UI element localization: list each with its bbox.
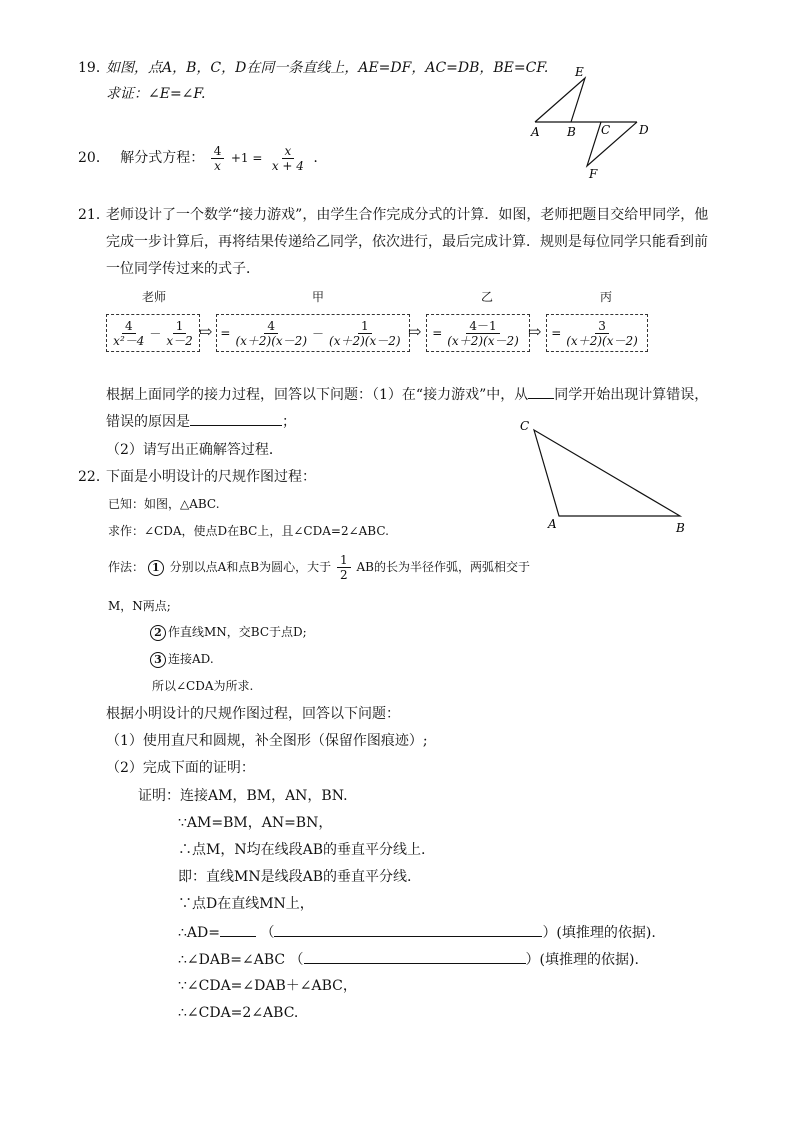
q22-proof-6-b: （ bbox=[260, 925, 275, 941]
q20-text: 解分式方程： bbox=[120, 150, 205, 166]
step1-mark: 1 bbox=[148, 560, 164, 576]
q22-step1 bbox=[108, 552, 530, 582]
q19-number: 19． bbox=[78, 60, 110, 76]
q21-ask2 bbox=[106, 411, 296, 432]
q19-label-b: B bbox=[567, 125, 576, 139]
q22-step3 bbox=[150, 649, 214, 669]
q19-label-d: D bbox=[639, 123, 649, 137]
q21-line3: 一位同学传过来的式子． bbox=[106, 261, 260, 277]
q21-blank-reason[interactable] bbox=[190, 411, 282, 426]
q22-step1-a: 分别以点A和点B为圆心，大于 bbox=[169, 560, 332, 574]
q20-rhs-fraction bbox=[269, 144, 307, 173]
q22-label-c: C bbox=[520, 419, 530, 433]
box3-num1: 4－1 bbox=[466, 319, 499, 334]
q22-ask1: （1）使用直尺和圆规，补全图形（保留作图痕迹）; bbox=[106, 733, 428, 749]
q22-find: 求作：∠CDA，使点D在BC上，且∠CDA=2∠ABC. bbox=[108, 524, 389, 538]
q20 bbox=[78, 142, 318, 174]
q21-number: 21． bbox=[78, 207, 110, 223]
step3-mark: 3 bbox=[150, 652, 166, 668]
q21-ask3: （2）请写出正确解答过程． bbox=[106, 442, 283, 458]
half-numerator: 1 bbox=[337, 553, 351, 568]
q21-blank-student[interactable] bbox=[528, 384, 554, 399]
q22-label-b: B bbox=[676, 521, 685, 534]
q22-triangle-figure bbox=[514, 416, 694, 534]
box1-num2: 1 bbox=[173, 319, 187, 334]
q20-plus: +1 = bbox=[230, 151, 263, 165]
q22-known: 已知：如图，△ABC. bbox=[108, 497, 220, 511]
q21-header-yi: 乙 bbox=[481, 290, 494, 304]
box2-eq: = bbox=[220, 326, 231, 340]
q20-lhs-numerator: 4 bbox=[211, 144, 225, 159]
q22-proof-7 bbox=[178, 949, 639, 970]
box3-den1: (x＋2)(x－2) bbox=[447, 333, 519, 348]
q20-rhs-denominator: x + 4 bbox=[271, 158, 304, 173]
relay-box-bing bbox=[546, 314, 648, 352]
box1-op: － bbox=[149, 326, 162, 341]
q21-ask2-end: ； bbox=[282, 414, 296, 430]
q22-proof-1: 证明：连接AM，BM，AN，BN. bbox=[138, 788, 348, 804]
q22-proof-7-a: ∴∠DAB=∠ABC （ bbox=[178, 952, 304, 968]
step2-mark: 2 bbox=[150, 625, 166, 641]
q19-prove: 求证：∠E=∠F. bbox=[106, 86, 206, 102]
relay-box-teacher bbox=[106, 314, 200, 352]
box3-eq: = bbox=[432, 326, 443, 340]
q22-step1c: M，N两点; bbox=[108, 599, 171, 613]
q22-number: 22． bbox=[78, 469, 110, 485]
box4-eq: = bbox=[551, 326, 562, 340]
q22-step1-b: AB的长为半径作弧，两弧相交于 bbox=[356, 560, 530, 574]
box1-den2: x－2 bbox=[166, 333, 193, 348]
q22-step2-text: 作直线MN，交BC于点D; bbox=[168, 625, 307, 639]
q22-proof-9: ∴∠CDA=2∠ABC. bbox=[178, 1005, 299, 1021]
relay-box-jia bbox=[216, 314, 410, 352]
q22-method-label: 作法： bbox=[108, 560, 145, 574]
box2-den1: (x＋2)(x－2) bbox=[235, 333, 308, 348]
q21-header-bing: 丙 bbox=[600, 290, 613, 304]
q19-label-c: C bbox=[601, 123, 611, 137]
q22-blank-ad[interactable] bbox=[220, 922, 256, 937]
box2-op: － bbox=[312, 326, 325, 341]
box1-den1: x²－4 bbox=[113, 333, 145, 348]
relay-arrow-2: ⇨ bbox=[408, 322, 422, 341]
q22-ask: 根据小明设计的尺规作图过程，回答以下问题： bbox=[106, 706, 400, 722]
q22-proof-6-a: ∴AD= bbox=[178, 925, 220, 941]
q21-header-jia: 甲 bbox=[312, 290, 325, 304]
box4-den1: (x＋2)(x－2) bbox=[566, 333, 638, 348]
q22-step2 bbox=[150, 622, 307, 642]
q21-ask1-b: 同学开始出现计算错误， bbox=[554, 387, 709, 403]
q22-proof-3: ∴点M，N均在线段AB的垂直平分线上. bbox=[178, 842, 426, 858]
q21-header-teacher: 老师 bbox=[142, 290, 167, 304]
q21-ask2-text: 错误的原因是 bbox=[106, 414, 190, 430]
q21-ask1 bbox=[106, 384, 708, 405]
q20-number: 20． bbox=[78, 150, 110, 166]
box2-den2: (x＋2)(x－2) bbox=[329, 333, 401, 348]
q22-intro: 下面是小明设计的尺规作图过程： bbox=[106, 469, 316, 485]
q21-ask1-a: 根据上面同学的接力过程，回答以下问题：（1）在“接力游戏”中，从 bbox=[106, 387, 529, 403]
q19-label-e: E bbox=[575, 65, 584, 79]
relay-arrow-3: ⇨ bbox=[528, 322, 542, 341]
q22-label-a: A bbox=[548, 517, 557, 531]
q22-proof-6-c: ）(填推理的依据). bbox=[542, 925, 656, 941]
relay-arrow-1: ⇨ bbox=[199, 322, 213, 341]
q22-step3-text: 连接AD. bbox=[168, 652, 214, 666]
relay-box-yi bbox=[426, 314, 530, 352]
half-denominator: 2 bbox=[340, 568, 348, 582]
q20-lhs-denominator: x bbox=[214, 158, 221, 173]
q20-lhs-fraction bbox=[211, 144, 225, 173]
q19-label-a: A bbox=[531, 125, 540, 139]
q20-rhs-numerator: x bbox=[282, 144, 295, 159]
q22-proof-2: ∵AM=BM，AN=BN， bbox=[178, 815, 333, 831]
q22-proof-6 bbox=[178, 922, 656, 943]
q22-proof-4: 即：直线MN是线段AB的垂直平分线. bbox=[178, 869, 412, 885]
q21-line1: 老师设计了一个数学“接力游戏”，由学生合作完成分式的计算．如图，老师把题目交给甲同学，他 bbox=[106, 207, 709, 223]
q22-blank-reason2[interactable] bbox=[304, 949, 526, 964]
q22-blank-reason1[interactable] bbox=[274, 922, 542, 937]
q22-result: 所以∠CDA为所求. bbox=[152, 679, 254, 693]
q21-line2: 完成一步计算后，再将结果传递给乙同学，依次进行，最后完成计算．规则是每位同学只能看到前 bbox=[106, 234, 708, 250]
q19-text: 如图，点A，B，C，D在同一条直线上，AE=DF，AC=DB，BE=CF. bbox=[106, 60, 549, 76]
q20-end: . bbox=[313, 150, 318, 166]
q22-ask2: （2）完成下面的证明： bbox=[106, 760, 255, 776]
q19-figure bbox=[525, 62, 655, 180]
box1-num1: 4 bbox=[122, 319, 136, 334]
q22-proof-8: ∵∠CDA=∠DAB＋∠ABC， bbox=[178, 978, 357, 994]
box2-num1: 4 bbox=[264, 319, 278, 334]
q19-label-f: F bbox=[589, 167, 598, 180]
q22-proof-5: ∵点D在直线MN上， bbox=[178, 896, 314, 912]
box2-num2: 1 bbox=[358, 319, 372, 334]
q22-proof-7-c: ）(填推理的依据). bbox=[525, 952, 639, 968]
box4-num1: 3 bbox=[595, 319, 609, 334]
